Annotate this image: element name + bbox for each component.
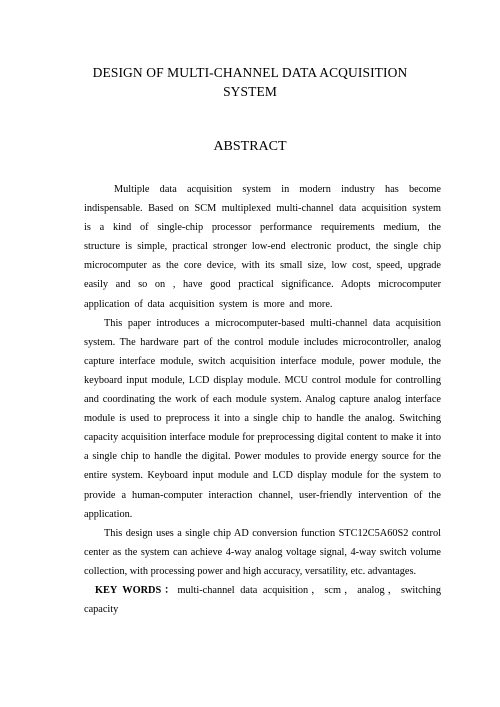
title-line-2: SYSTEM xyxy=(223,83,277,99)
abstract-body xyxy=(84,180,441,619)
abstract-paragraph-2: This paper introduces a microcomputer-based multi-channel data acquisition system. The hardware part of the control module includes microcontroller, analog capture interface module, switch acquisition interface module, power module, the keyboard input module, LCD display module. MCU control module for controlling and coordinating the work of each module system. Analog capture analog interface module is used to preprocess it into a single chip to handle the analog. Switching capacity acquisition interface module for preprocessing digital content to make it into a single chip to handle the digital. Power modules to provide energy source for the entire system. Keyboard input module and LCD display module for the system to provide a human-computer interaction channel, user-friendly intervention of the application. xyxy=(84,317,441,520)
abstract-paragraph-1: Multiple data acquisition system in modern industry has become indispensable. Based on SCM multiplexed multi-channel data acquisition system is a kind of single-chip processor performance requirements medium, the structure is simple, practical stronger low-end electronic product, the single chip microcomputer as the core device, with its small size, low cost, speed, upgrade easily and so on , have good practical significance. Adopts microcomputer application of data acquisition system is more and more. xyxy=(84,184,441,310)
keywords-text: multi-channel data acquisition，scm，analog，switching capacity xyxy=(84,584,441,616)
title-line-1: DESIGN OF MULTI-CHANNEL DATA ACQUISITION xyxy=(92,65,408,80)
abstract-heading: ABSTRACT xyxy=(213,139,287,154)
document-title xyxy=(0,64,500,101)
keywords-label: KEY WORDS： xyxy=(95,584,178,596)
keywords-line xyxy=(84,581,441,619)
abstract-paragraph-3: This design uses a single chip AD conversion function STC12C5A60S2 control center as the system can achieve 4-way analog voltage signal, 4-way switch volume collection, with processing power and high accuracy, versatility, etc. advantages. xyxy=(84,527,441,577)
